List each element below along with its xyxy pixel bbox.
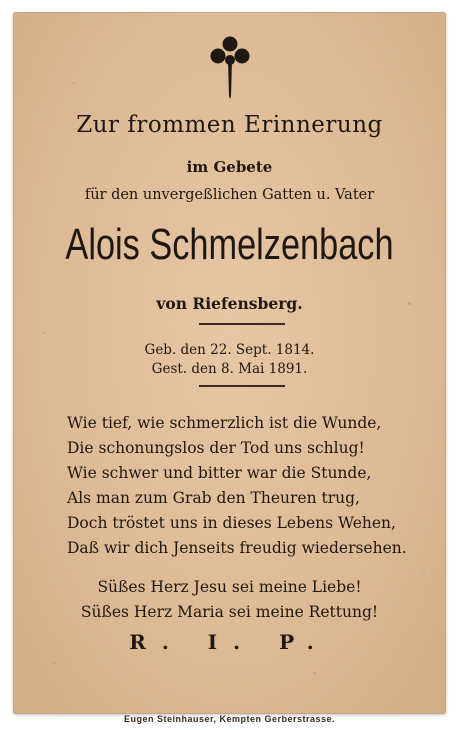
subheading-dedication: für den unvergeßlichen Gatten u. Vater xyxy=(84,187,375,203)
prayer-jesus: Süßes Herz Jesu sei meine Liebe! xyxy=(97,578,362,596)
divider-top xyxy=(199,323,285,325)
poem-line: Daß wir dich Jenseits freudig wiedersehen. xyxy=(67,539,407,557)
death-date: Gest. den 8. Mai 1891. xyxy=(151,361,308,377)
origin: von Riefensberg. xyxy=(156,294,303,313)
subheading-prayer: im Gebete xyxy=(186,158,273,176)
cross-icon xyxy=(13,34,446,104)
poem-line: Wie tief, wie schmerzlich ist die Wunde, xyxy=(67,414,382,432)
deceased-name: Alois Schmelzenbach xyxy=(65,220,394,269)
birth-date: Geb. den 22. Sept. 1814. xyxy=(144,342,315,358)
rip: R. I. P. xyxy=(129,630,330,654)
heading: Zur frommen Erinnerung xyxy=(76,112,383,138)
poem-line: Wie schwer und bitter war die Stunde, xyxy=(67,464,372,482)
poem-line: Doch tröstet uns in dieses Lebens Wehen, xyxy=(67,514,396,532)
prayer-maria: Süßes Herz Maria sei meine Rettung! xyxy=(80,603,379,621)
poem-line: Als man zum Grab den Theuren trug, xyxy=(67,489,360,507)
printer-imprint: Eugen Steinhauser, Kempten Gerberstrasse. xyxy=(123,714,336,724)
poem-line: Die schonungslos der Tod uns schlug! xyxy=(67,439,365,457)
memorial-card xyxy=(13,12,446,724)
divider-bottom xyxy=(199,385,285,387)
